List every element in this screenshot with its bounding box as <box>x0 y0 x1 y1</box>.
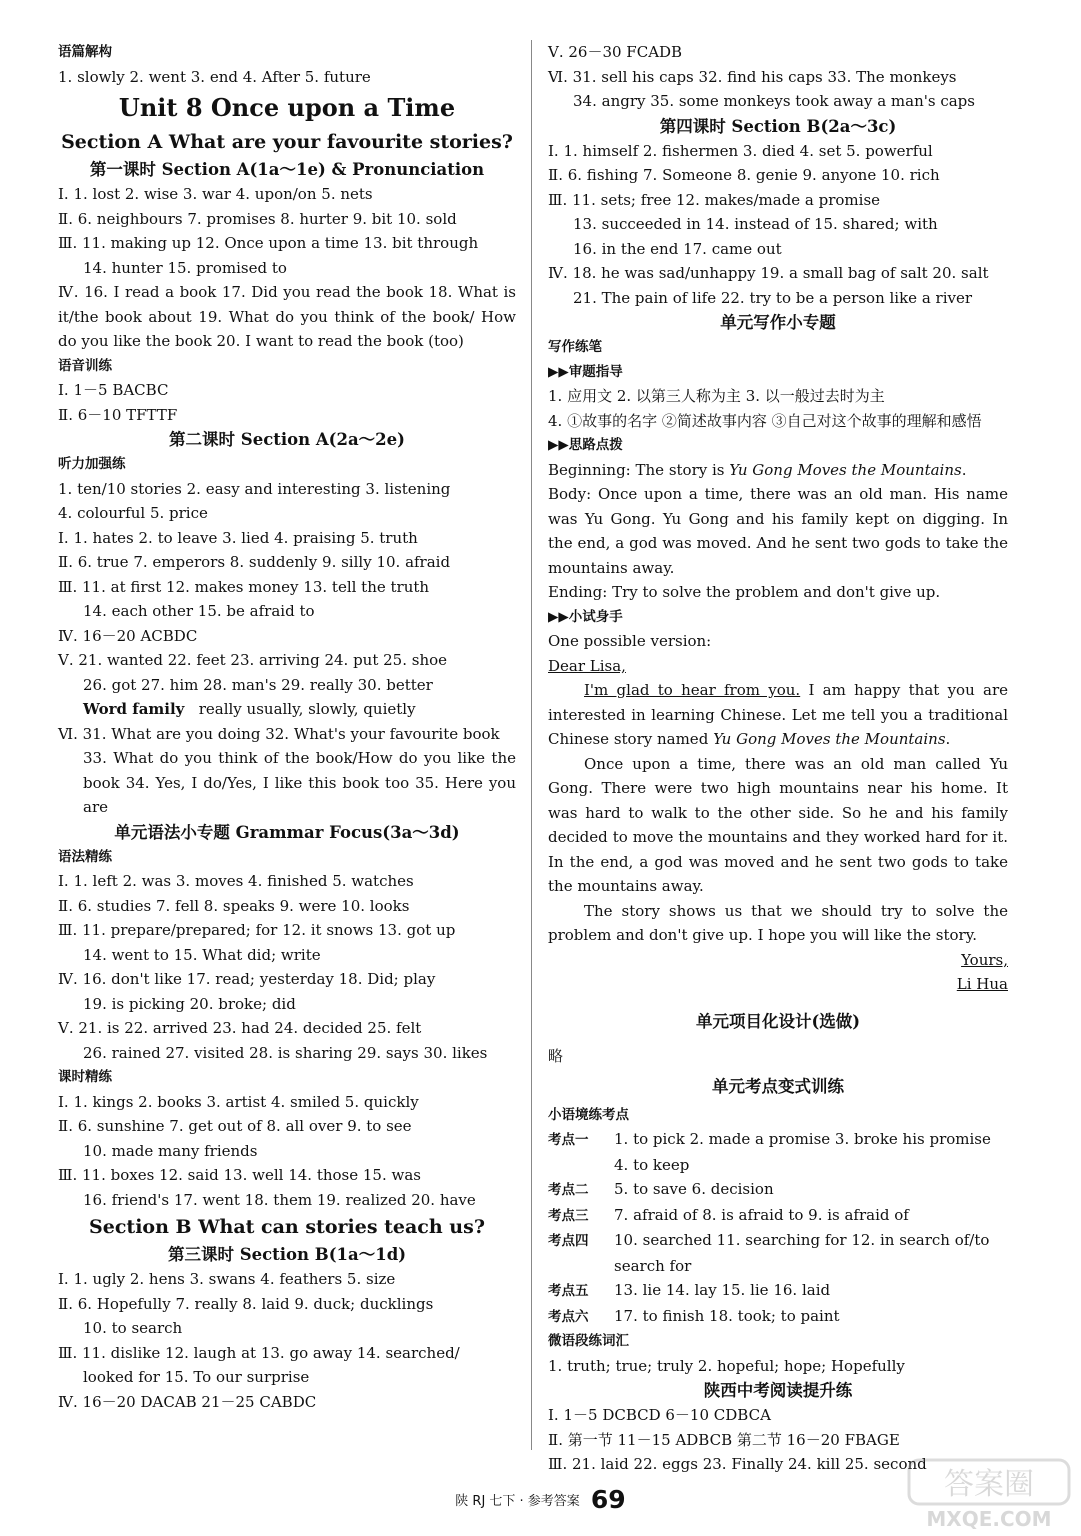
answer-line: 略 <box>548 1046 564 1065</box>
answer-line: 34. angry 35. some monkeys took away a man's caps <box>573 92 975 110</box>
word-family-words: really usually, slowly, quietly <box>198 700 416 718</box>
answer-line: looked for 15. To our surprise <box>83 1368 310 1386</box>
answer-line: Ⅲ. 11. making up 12. Once upon a time 13. bit through <box>58 234 479 252</box>
kaodian-label: 考点二 <box>548 1182 589 1198</box>
answer-line: 26. rained 27. visited 28. is sharing 29. says 30. likes <box>83 1043 488 1062</box>
answer-line: Ⅳ. 16－20 ACBDC <box>58 626 198 645</box>
letter-closing-text: Yours, <box>961 950 1008 969</box>
grammar-title: 单元语法小专题 Grammar Focus(3a～3d) <box>114 822 460 842</box>
lesson-4-title: 第四课时 Section B(2a～3c) <box>659 116 897 136</box>
answer-line: Ⅰ. 1. left 2. was 3. moves 4. finished 5. watches <box>58 872 414 890</box>
section-label: 课时精练 <box>58 1069 112 1085</box>
unit-title: Unit 8 Once upon a Time <box>118 93 456 122</box>
answer-line: Ⅴ. 26－30 FCADB <box>548 43 683 61</box>
answer-line: Ⅱ. 6－10 TFTTF <box>58 405 178 424</box>
answer-line: Ⅳ. 18. he was sad/unhappy 19. a small bag of salt 20. salt <box>548 264 989 282</box>
kaodian-line <box>548 1304 1008 1330</box>
answer-paragraph: Ⅳ. 16. I read a book 17. Did you read the book 18. What is it/the book about 19. What do you think of the book/ How do you like the book 20. I want to read the book (too) <box>58 283 516 350</box>
watermark-line1: 答案圈 <box>944 1467 1034 1502</box>
section-label: 听力加强练 <box>58 456 126 472</box>
answer-line: Ⅴ. 21. wanted 22. feet 23. arriving 24. put 25. shoe <box>58 651 448 669</box>
answer-paragraph: 33. What do you think of the book/How do you like the book 34. Yes, I do/Yes, I like this book too 35. Here you are <box>83 749 516 816</box>
beginning-text: Beginning: The story is <box>548 460 730 479</box>
letter-paragraph-3: The story shows us that we should try to solve the problem and don't give up. I hope you will like the story. <box>548 901 1008 944</box>
kaodian-label: 考点一 <box>548 1132 589 1148</box>
section-a-title: Section A What are your favourite stories? <box>61 131 513 153</box>
column-divider <box>531 40 532 1450</box>
answer-line: Ⅳ. 16. don't like 17. read; yesterday 18. Did; play <box>58 970 436 988</box>
answer-line: Ⅰ. 1－5 BACBC <box>58 381 169 399</box>
answer-line: Ⅲ. 11. at first 12. makes money 13. tell the truth <box>58 577 430 596</box>
letter-signature <box>548 972 1008 997</box>
answer-line: Ⅲ. 11. sets; free 12. makes/made a promise <box>548 190 881 209</box>
answer-line: Ⅱ. 6. sunshine 7. get out of 8. all over 9. to see <box>58 1117 412 1135</box>
variation-title: 单元考点变式训练 <box>712 1076 844 1096</box>
answer-line: Ⅰ. 1. hates 2. to leave 3. lied 4. praising 5. truth <box>58 528 418 547</box>
kaodian-line <box>548 1203 1008 1229</box>
underlined-opening: I'm glad to hear from you. <box>584 681 801 699</box>
letter-salutation-text: Dear Lisa, <box>548 656 626 675</box>
answer-line: Ⅴ. 21. is 22. arrived 23. had 24. decided 25. felt <box>58 1019 422 1037</box>
kaodian-line: 4. to keep <box>614 1155 690 1174</box>
answer-line: Ⅱ. 6. fishing 7. Someone 8. genie 9. anyone 10. rich <box>548 166 940 184</box>
outline-ending: Ending: Try to solve the problem and don't give up. <box>548 583 941 601</box>
kaodian-answers: 5. to save 6. decision <box>614 1180 774 1198</box>
watermark-logo <box>905 1458 1073 1530</box>
section-label: 微语段练词汇 <box>548 1333 629 1349</box>
lesson-3-title: 第三课时 Section B(1a～1d) <box>167 1245 407 1264</box>
answer-line: 13. succeeded in 14. instead of 15. shared; with <box>573 215 938 233</box>
kaodian-line: search for <box>614 1256 692 1275</box>
answer-line: 19. is picking 20. broke; did <box>83 994 296 1013</box>
answer-line: Ⅰ. 1. ugly 2. hens 3. swans 4. feathers 5. size <box>58 1270 396 1288</box>
answer-line: Ⅲ. 11. prepare/prepared; for 12. it snows 13. got up <box>58 921 456 939</box>
subsection-label: ▶▶思路点拨 <box>548 437 623 453</box>
letter-paragraph-2: Once upon a time, there was an old man called Yu Gong. There were two high mountains near his home. It was hard to walk to the other side. So he and his family decided to move the mountains and they worked hard for it. In the end, a god was moved and he sent two gods to take the mountains away. <box>548 754 1008 895</box>
writing-title: 单元写作小专题 <box>720 313 836 332</box>
outline-body: Body: Once upon a time, there was an old man. His name was Yu Gong. Yu Gong and his family kept on digging. In the end, a god was moved. And he sent two gods to take the mountains away. <box>548 485 1008 577</box>
right-column <box>548 40 1008 1477</box>
answer-line: 14. went to 15. What did; write <box>83 945 321 964</box>
kaodian-answers: 10. searched 11. searching for 12. in search of/to <box>614 1231 990 1249</box>
answer-line: 4. colourful 5. price <box>58 504 208 522</box>
answer-line: Ⅱ. 6. studies 7. fell 8. speaks 9. were 10. looks <box>58 896 410 915</box>
reading-title: 陕西中考阅读提升练 <box>703 1381 853 1400</box>
kaodian-line <box>548 1228 1008 1254</box>
letter-signature-text: Li Hua <box>956 975 1008 993</box>
story-title: Yu Gong Moves the Mountains <box>713 730 946 748</box>
answer-line: Ⅲ. 11. dislike 12. laugh at 13. go away 14. searched/ <box>58 1343 460 1362</box>
answer-line: 1. truth; true; truly 2. hopeful; hope; Hopefully <box>548 1356 905 1375</box>
answer-line: Ⅱ. 第一节 11－15 ADBCB 第二节 16－20 FBAGE <box>548 1430 900 1449</box>
answer-line: 1. ten/10 stories 2. easy and interesting 3. listening <box>58 479 451 498</box>
answer-line: 16. in the end 17. came out <box>573 239 782 258</box>
word-family-line <box>58 697 516 722</box>
kaodian-answers: 1. to pick 2. made a promise 3. broke his promise <box>614 1130 991 1148</box>
kaodian-label: 考点六 <box>548 1308 589 1325</box>
kaodian-label: 考点四 <box>548 1233 589 1249</box>
kaodian-line <box>548 1177 1008 1203</box>
watermark-line2: MXQE.COM <box>926 1507 1052 1530</box>
section-label: 语篇解构 <box>58 44 112 60</box>
story-title: Yu Gong Moves the Mountains <box>729 460 962 479</box>
answer-line: Ⅰ. 1－5 DCBCD 6－10 CDBCA <box>548 1406 771 1424</box>
answer-line: 14. each other 15. be afraid to <box>83 602 315 620</box>
section-label: 语音训练 <box>58 357 112 374</box>
letter-closing <box>548 948 1008 973</box>
punctuation: . <box>961 460 967 479</box>
kaodian-label: 考点五 <box>548 1283 589 1299</box>
answer-line: Ⅰ. 1. lost 2. wise 3. war 4. upon/on 5. nets <box>58 185 373 203</box>
answer-line: One possible version: <box>548 632 712 650</box>
word-family-label: Word family <box>83 700 185 718</box>
kaodian-label: 考点三 <box>548 1207 589 1224</box>
kaodian-answers: 13. lie 14. lay 15. lie 16. laid <box>614 1281 831 1299</box>
letter-paragraph-1 <box>548 678 1008 752</box>
kaodian-line <box>548 1127 1008 1153</box>
left-column <box>58 40 516 1414</box>
answer-line: 1. slowly 2. went 3. end 4. After 5. future <box>58 67 371 86</box>
kaodian-answers: 7. afraid of 8. is afraid to 9. is afraid of <box>614 1205 909 1224</box>
kaodian-line <box>548 1278 1008 1304</box>
answer-line: 26. got 27. him 28. man's 29. really 30. better <box>83 675 433 694</box>
kaodian-answers: 17. to finish 18. took; to paint <box>614 1306 840 1325</box>
answer-paragraph: 4. ①故事的名字 ②简述故事内容 ③自己对这个故事的理解和感悟 <box>548 411 982 430</box>
lesson-1-title: 第一课时 Section A(1a～1e) & Pronunciation <box>89 160 485 179</box>
answer-line: Ⅱ. 6. neighbours 7. promises 8. hurter 9. bit 10. sold <box>58 209 457 228</box>
letter-salutation <box>548 654 1008 679</box>
footer-text: 陕 RJ 七下 · 参考答案 <box>455 1494 580 1509</box>
answer-line: 1. 应用文 2. 以第三人称为主 3. 以一般过去时为主 <box>548 387 885 405</box>
answer-line: Ⅳ. 16－20 DACAB 21－25 CABDC <box>58 1392 317 1411</box>
subsection-label: ▶▶审题指导 <box>548 363 623 380</box>
answer-line: Ⅵ. 31. sell his caps 32. find his caps 33. The monkeys <box>548 67 957 86</box>
answer-line: 10. made many friends <box>83 1141 258 1160</box>
answer-line: 10. to search <box>83 1319 183 1337</box>
answer-line: Ⅰ. 1. himself 2. fishermen 3. died 4. set 5. powerful <box>548 141 933 160</box>
answer-line: 16. friend's 17. went 18. them 19. realized 20. have <box>83 1190 476 1209</box>
lesson-2-title: 第二课时 Section A(2a～2e) <box>169 430 405 449</box>
section-label: 小语境练考点 <box>548 1106 629 1123</box>
project-title: 单元项目化设计(选做) <box>695 1011 861 1031</box>
answer-line: Ⅲ. 11. boxes 12. said 13. well 14. those 15. was <box>58 1166 421 1184</box>
outline-beginning <box>548 458 1008 483</box>
subsection-label: ▶▶小试身手 <box>548 608 623 625</box>
section-label: 写作练笔 <box>548 339 602 355</box>
answer-line: Ⅱ. 6. true 7. emperors 8. suddenly 9. silly 10. afraid <box>58 553 451 571</box>
punctuation: . <box>945 730 951 748</box>
answer-line: Ⅰ. 1. kings 2. books 3. artist 4. smiled 5. quickly <box>58 1092 419 1111</box>
answer-line: Ⅱ. 6. Hopefully 7. really 8. laid 9. duck; ducklings <box>58 1294 434 1313</box>
answer-line: 21. The pain of life 22. try to be a person like a river <box>573 288 973 307</box>
section-label: 语法精练 <box>58 848 112 865</box>
answer-line: Ⅵ. 31. What are you doing 32. What's your favourite book <box>58 724 500 743</box>
page-number: 69 <box>590 1485 626 1514</box>
letter-text: I am happy that you are interested in learning Chinese. Let me tell you a traditional Chinese story named <box>548 681 1008 748</box>
answer-line: 14. hunter 15. promised to <box>83 258 287 277</box>
answer-line: Ⅲ. 21. laid 22. eggs 23. Finally 24. kill 25. second <box>548 1455 927 1473</box>
section-b-title: Section B What can stories teach us? <box>89 1216 485 1238</box>
